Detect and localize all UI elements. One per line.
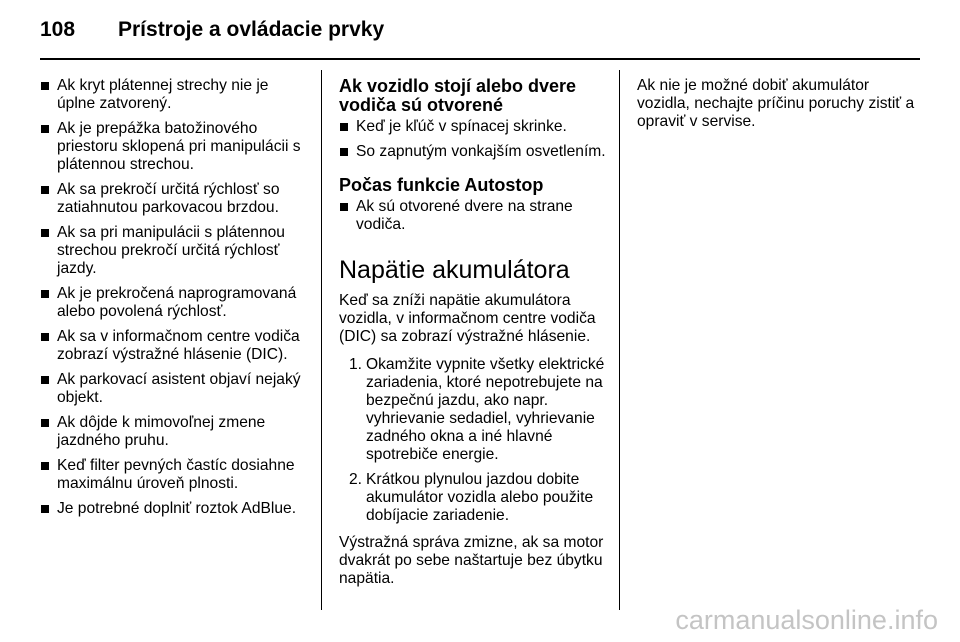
section-heading: Počas funkcie Autostop — [339, 175, 544, 195]
list-item: Keď filter pevných častíc dosiahne maximálnu úroveň plnosti. — [40, 457, 308, 493]
step-number: 1. — [349, 356, 363, 373]
list-item: Ak je prepážka batožinového priestoru sklopená pri manipulácii s plátennou strechou. — [40, 120, 308, 174]
step-text: Krátkou plynulou jazdou dobite akumulátor vozidla alebo použite dobíjacie zariadenie. — [366, 471, 594, 524]
list-item: Ak parkovací asistent objaví nejaký objekt. — [40, 371, 308, 407]
list-item: Ak sa prekročí určitá rýchlosť so zatiahnutou parkovacou brzdou. — [40, 181, 308, 217]
list-item — [339, 356, 609, 464]
list-item — [339, 471, 609, 525]
bullet-list — [339, 118, 609, 161]
page-header — [40, 14, 920, 60]
column-divider-2 — [619, 70, 620, 610]
column-2 — [339, 77, 609, 588]
watermark: carmanualsonline.info — [675, 605, 938, 635]
bullet-list — [40, 77, 308, 518]
list-item: Ak sú otvorené dvere na strane vodiča. — [339, 198, 609, 234]
step-number: 2. — [349, 471, 363, 488]
list-item: Ak je prekročená naprogramovaná alebo povolená rýchlosť. — [40, 285, 308, 321]
list-item: Keď je kľúč v spínacej skrinke. — [339, 118, 609, 136]
list-item: Ak sa pri manipulácii s plátennou strechou prekročí určitá rýchlosť jazdy. — [40, 224, 308, 278]
paragraph: Keď sa zníži napätie akumulátora vozidla, v informačnom centre vodiča (DIC) sa zobrazí výstražné hlásenie. — [339, 292, 596, 345]
page-number: 108 — [40, 18, 76, 41]
chapter-heading: Napätie akumulátora — [339, 256, 570, 284]
step-text: Okamžite vypnite všetky elektrické zariadenia, ktoré nepotrebujete na bezpečnú jazdu, ako napr. vyhrievanie sedadiel, vyhrievanie zadného okna a iné hlavné spotrebiče energie. — [366, 356, 605, 463]
list-item: So zapnutým vonkajším osvetlením. — [339, 143, 609, 161]
paragraph: Výstražná správa zmizne, ak sa motor dvakrát po sebe naštartuje bez úbytku napätia. — [339, 534, 604, 587]
list-item: Je potrebné doplniť roztok AdBlue. — [40, 500, 308, 518]
list-item: Ak kryt plátennej strechy nie je úplne zatvorený. — [40, 77, 308, 113]
bullet-list — [339, 198, 609, 234]
paragraph: Ak nie je možné dobiť akumulátor vozidla, nechajte príčinu poruchy zistiť a opraviť v servise. — [637, 77, 915, 130]
page-title: Prístroje a ovládacie prvky — [118, 18, 385, 41]
numbered-list — [339, 356, 609, 525]
column-3 — [637, 77, 917, 131]
column-1 — [40, 77, 308, 525]
column-divider-1 — [321, 70, 322, 610]
list-item: Ak dôjde k mimovoľnej zmene jazdného pruhu. — [40, 414, 308, 450]
section-heading: Ak vozidlo stojí alebo dvere vodiča sú otvorené — [339, 76, 577, 115]
list-item: Ak sa v informačnom centre vodiča zobrazí výstražné hlásenie (DIC). — [40, 328, 308, 364]
